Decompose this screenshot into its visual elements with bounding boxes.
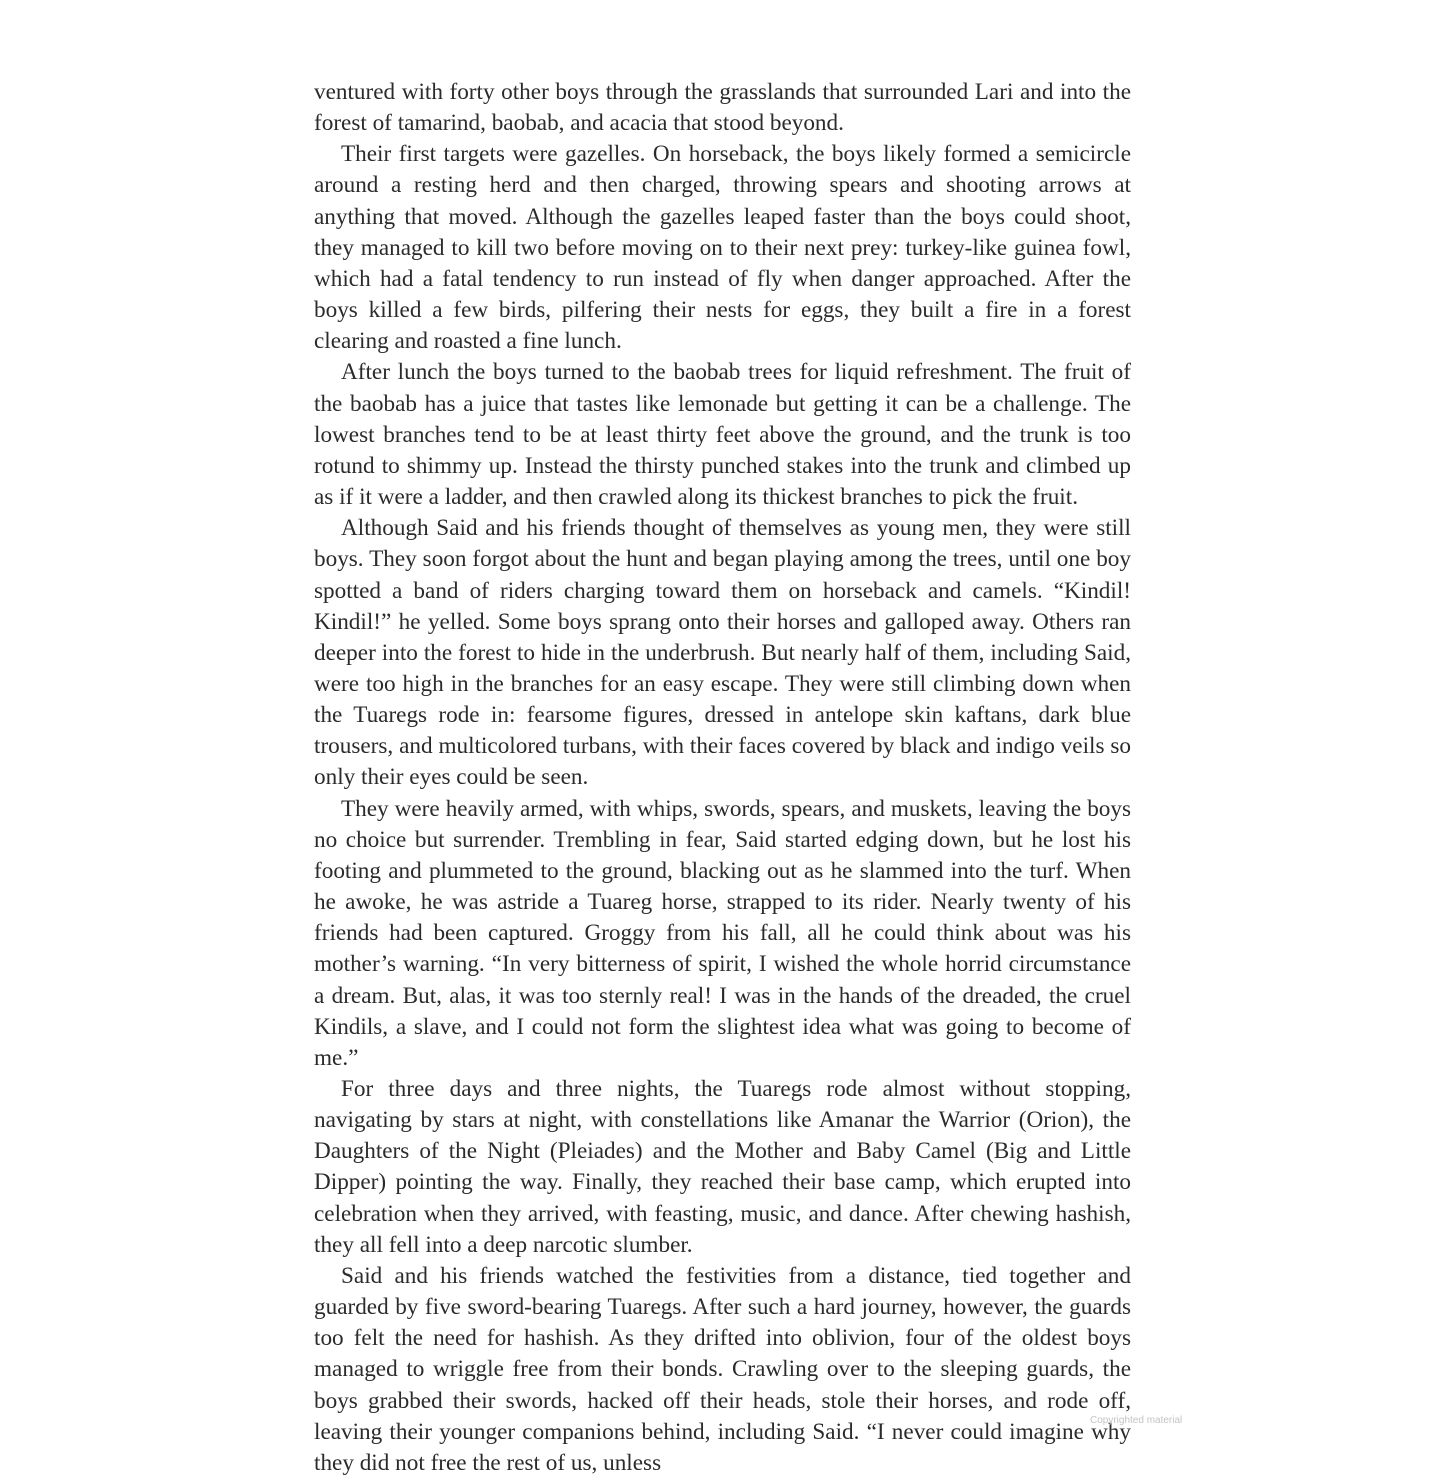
- body-text: [314, 77, 1131, 1479]
- paragraph-2: Their first targets were gazelles. On horseback, the boys likely formed a semicircle around a resting herd and then charged, throwing spears and shooting arrows at anything that moved. Although the gazelles leaped faster than the boys could shoot, they managed to kill two before moving on to their next prey: turkey-like guinea fowl, which had a fatal tendency to run instead of fly when danger approached. After the boys killed a few birds, pilfering their nests for eggs, they built a fire in a forest clearing and roasted a fine lunch.: [314, 141, 1131, 355]
- paragraph-3: After lunch the boys turned to the baobab trees for liquid refreshment. The fruit of the baobab has a juice that tastes like lemonade but getting it can be a challenge. The lowest branches tend to be at least thirty feet above the ground, and the trunk is too rotund to shimmy up. Instead the thirsty punched stakes into the trunk and climbed up as if it were a ladder, and then crawled along its thickest branches to pick the fruit.: [314, 359, 1131, 511]
- paragraph-4: Although Said and his friends thought of themselves as young men, they were still boys. They soon forgot about the hunt and began playing among the trees, until one boy spotted a band of riders charging toward them on horseback and camels. “Kindil! Kindil!” he yelled. Some boys sprang onto their horses and galloped away. Others ran deeper into the forest to hide in the underbrush. But nearly half of them, including Said, were too high in the branches for an easy escape. They were still climbing down when the Tuaregs rode in: fearsome figures, dressed in antelope skin kaftans, dark blue trousers, and multicolored turbans, with their faces covered by black and indigo veils so only their eyes could be seen.: [314, 515, 1131, 791]
- paragraph-5: They were heavily armed, with whips, swords, spears, and muskets, leaving the boys no choice but surrender. Trembling in fear, Said started edging down, but he lost his footing and plummeted to the ground, blacking out as he slammed into the turf. When he awoke, he was astride a Tuareg horse, strapped to its rider. Nearly twenty of his friends had been captured. Groggy from his fall, all he could think about was his mother’s warning. “In very bitterness of spirit, I wished the whole horrid circumstance a dream. But, alas, it was too sternly real! I was in the hands of the dreaded, the cruel Kindils, a slave, and I could not form the slightest idea what was going to become of me.”: [314, 795, 1131, 1071]
- paragraph-6: For three days and three nights, the Tuaregs rode almost without stopping, navigating by stars at night, with constellations like Amanar the Warrior (Orion), the Daughters of the Night (Pleiades) and the Mother and Baby Camel (Big and Little Dipper) pointing the way. Finally, they reached their base camp, which erupted into celebration when they arrived, with feasting, music, and dance. After chewing hashish, they all fell into a deep narcotic slumber.: [314, 1076, 1131, 1258]
- copyright-notice: Copyrighted material: [1090, 1415, 1183, 1426]
- paragraph-7: Said and his friends watched the festivities from a distance, tied together and guarded by five sword-bearing Tuaregs. After such a hard journey, however, the guards too felt the need for hashish. As they drifted into oblivion, four of the oldest boys managed to wriggle free from their bonds. Crawling over to the sleeping guards, the boys grabbed their swords, hacked off their heads, stole their horses, and rode off, leaving their younger companions behind, including Said. “I never could imagine why they did not free the rest of us, unless: [314, 1262, 1131, 1476]
- paragraph-1: ventured with forty other boys through the grasslands that surrounded Lari and into the forest of tamarind, baobab, and acacia that stood beyond.: [314, 79, 1131, 137]
